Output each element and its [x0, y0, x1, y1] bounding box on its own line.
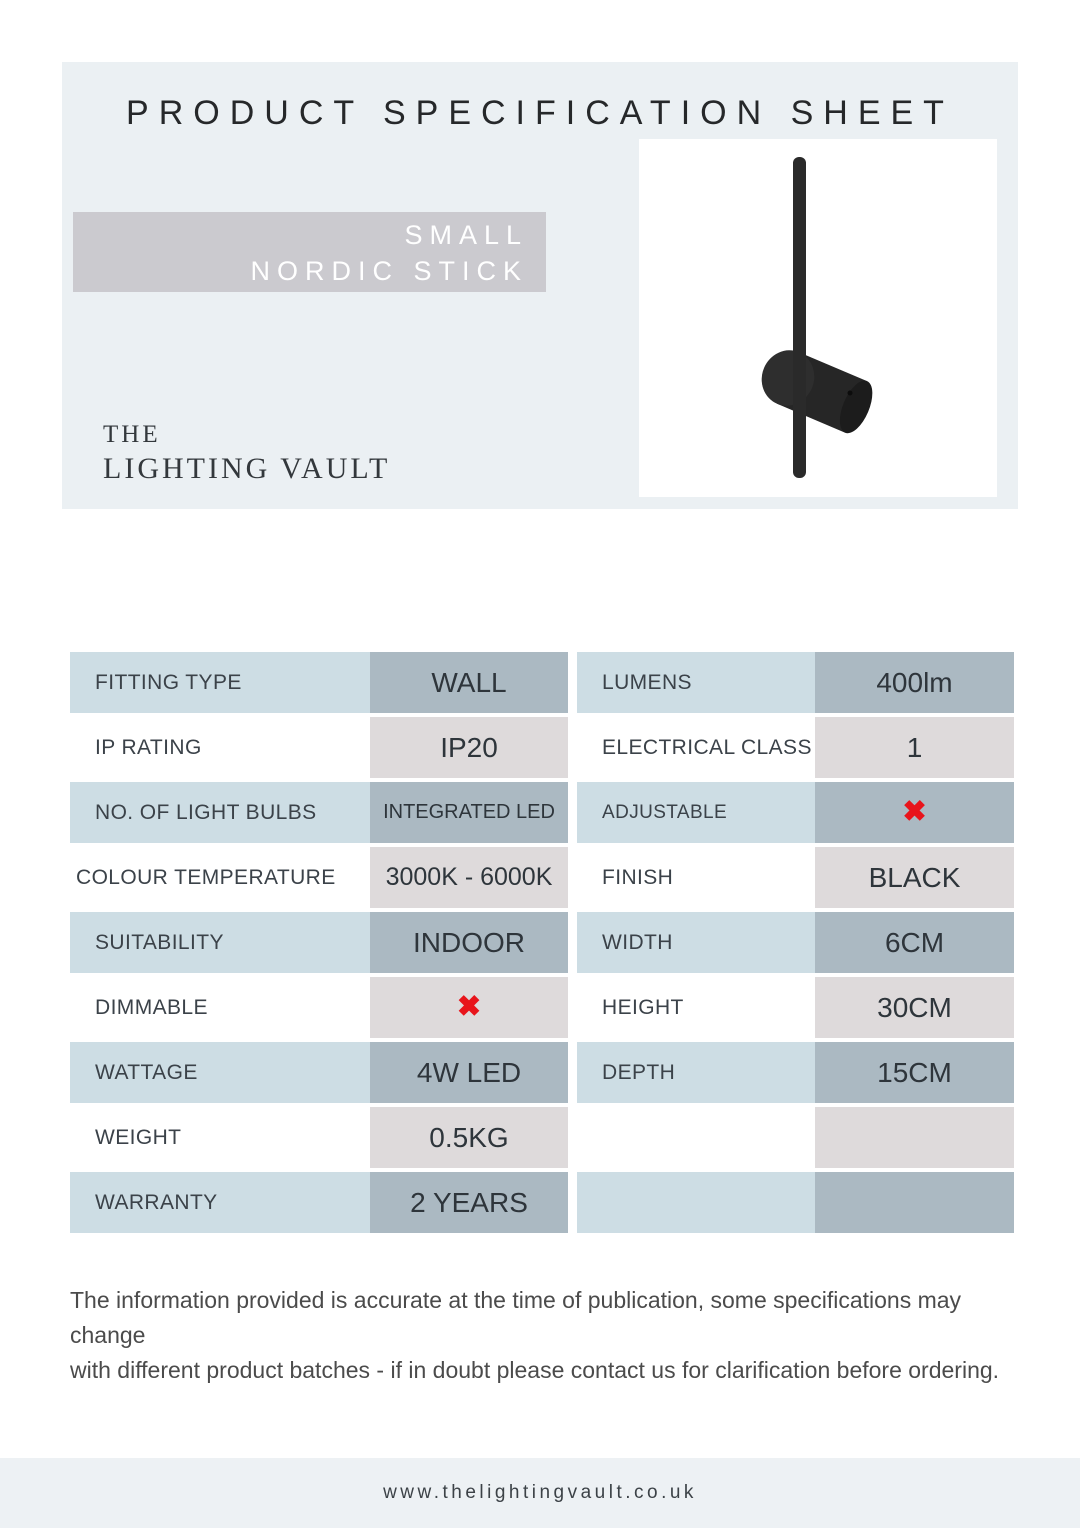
- cross-icon: ✖: [902, 796, 927, 828]
- spec-row: [70, 717, 568, 778]
- spec-table-left: [70, 652, 568, 1233]
- spec-row: [577, 652, 1014, 713]
- spec-row: [70, 1172, 568, 1233]
- spec-value: 30CM: [815, 977, 1014, 1038]
- cross-icon: ✖: [456, 991, 482, 1023]
- website-url: www.thelightingvault.co.uk: [383, 1482, 697, 1503]
- spec-row: [577, 782, 1014, 843]
- wall-light-illustration: [639, 139, 997, 497]
- disclaimer-line-1: The information provided is accurate at the time of publication, some specifications may change: [70, 1287, 962, 1348]
- brand-logo-line-1: THE: [103, 421, 161, 448]
- spec-value: [815, 782, 1014, 843]
- spec-row: [70, 912, 568, 973]
- spec-label: HEIGHT: [577, 977, 815, 1038]
- spec-label: FINISH: [577, 847, 815, 908]
- spec-row: [70, 977, 568, 1038]
- spec-value: [815, 1107, 1014, 1168]
- spec-row: [70, 782, 568, 843]
- product-name-box: [73, 212, 546, 292]
- spec-label: COLOUR TEMPERATURE: [70, 847, 370, 908]
- spec-row: [577, 1107, 1014, 1168]
- spec-label: FITTING TYPE: [70, 652, 370, 713]
- spec-row: [577, 912, 1014, 973]
- spec-value: 1: [815, 717, 1014, 778]
- product-image: [639, 139, 997, 497]
- spec-value: 4W LED: [370, 1042, 568, 1103]
- spec-label: [577, 1172, 815, 1233]
- spec-label: WIDTH: [577, 912, 815, 973]
- spec-label: WARRANTY: [70, 1172, 370, 1233]
- spec-row: [70, 652, 568, 713]
- spec-value: [815, 1172, 1014, 1233]
- spec-value: 0.5KG: [370, 1107, 568, 1168]
- spec-label: DIMMABLE: [70, 977, 370, 1038]
- spec-value: INTEGRATED LED: [370, 782, 568, 843]
- spec-label: NO. OF LIGHT BULBS: [70, 782, 370, 843]
- spec-label: WATTAGE: [70, 1042, 370, 1103]
- spec-table-right: [577, 652, 1014, 1233]
- spec-value: BLACK: [815, 847, 1014, 908]
- page-title: PRODUCT SPECIFICATION SHEET: [126, 94, 954, 132]
- spec-row: [70, 1042, 568, 1103]
- spec-value: 3000K - 6000K: [370, 847, 568, 908]
- spec-row: [577, 1172, 1014, 1233]
- product-name-line-1: SMALL: [404, 220, 528, 250]
- product-name-line-2: NORDIC STICK: [250, 256, 528, 286]
- spec-row: [70, 847, 568, 908]
- spec-label: WEIGHT: [70, 1107, 370, 1168]
- spec-value: 6CM: [815, 912, 1014, 973]
- spec-value: 2 YEARS: [370, 1172, 568, 1233]
- spec-value: 15CM: [815, 1042, 1014, 1103]
- disclaimer-text: [70, 1283, 1020, 1388]
- spec-label: LUMENS: [577, 652, 815, 713]
- brand-logo-line-2: LIGHTING VAULT: [103, 452, 391, 485]
- spec-label: DEPTH: [577, 1042, 815, 1103]
- spec-value: 400lm: [815, 652, 1014, 713]
- spec-label: ADJUSTABLE: [577, 782, 815, 843]
- spec-label: [577, 1107, 815, 1168]
- spec-label: SUITABILITY: [70, 912, 370, 973]
- spec-value: WALL: [370, 652, 568, 713]
- spec-label: IP RATING: [70, 717, 370, 778]
- spec-row: [70, 1107, 568, 1168]
- spec-label: ELECTRICAL CLASS: [577, 717, 815, 778]
- spec-row: [577, 717, 1014, 778]
- spec-row: [577, 847, 1014, 908]
- brand-logo: [103, 420, 390, 488]
- spec-value: INDOOR: [370, 912, 568, 973]
- spec-value: [370, 977, 568, 1038]
- spec-row: [577, 977, 1014, 1038]
- footer-bar: [0, 1458, 1080, 1528]
- header-panel: [62, 62, 1018, 509]
- spec-row: [577, 1042, 1014, 1103]
- spec-value: IP20: [370, 717, 568, 778]
- disclaimer-line-2: with different product batches - if in doubt please contact us for clarification before ordering.: [70, 1357, 1000, 1383]
